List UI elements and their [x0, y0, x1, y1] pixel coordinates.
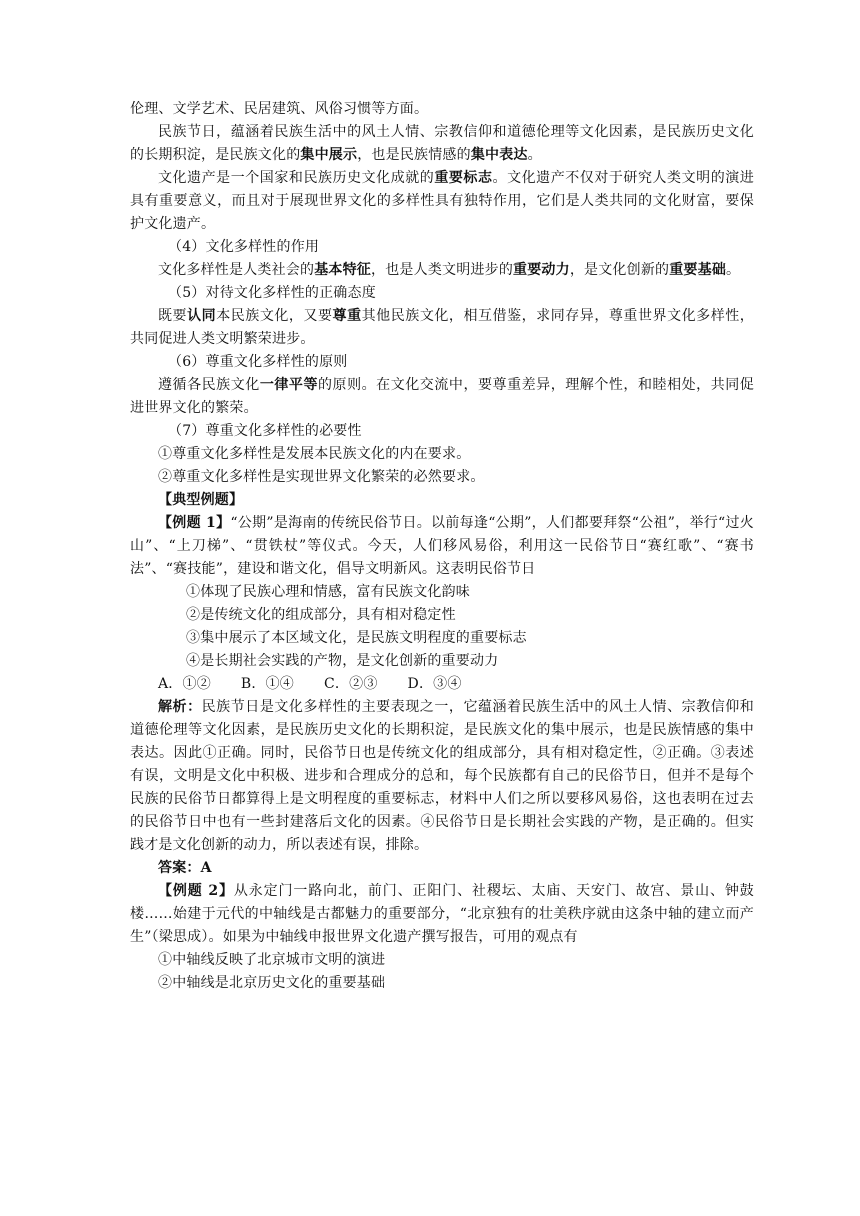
example-1-item: ②是传统文化的组成部分，具有相对稳定性 — [186, 607, 456, 623]
bold-term: 基本特征 — [314, 262, 372, 278]
example-1-item: ④是长期社会实践的产物，是文化创新的重要动力 — [186, 653, 499, 669]
option-c: C．②③ — [324, 676, 378, 692]
example-1-stem — [130, 512, 754, 581]
bold-heading: 【典型例题】 — [158, 492, 244, 508]
section-heading-7: （7）尊重文化多样性的必要性 — [168, 423, 362, 439]
example-1-analysis — [130, 696, 754, 857]
bold-term: 集中表达 — [470, 147, 528, 163]
text-run: ，是文化创新的 — [569, 262, 670, 278]
example-2-stem — [130, 880, 754, 949]
text-run: 。文化遗产不仅对于研究人类文明的演进具有重要意义，而且对于展现世界文化的多样性具有独特作用，它们是人类共同的文化财富，要保护文化遗产。 — [130, 170, 754, 232]
text-run: 。 — [726, 262, 741, 278]
paragraph-role — [130, 259, 754, 282]
bold-term: 认同 — [187, 308, 217, 324]
section-heading-6: （6）尊重文化多样性的原则 — [168, 354, 348, 370]
example-1-options — [130, 673, 754, 696]
example-2-item: ②中轴线是北京历史文化的重要基础 — [158, 975, 386, 991]
option-a: A．①② — [158, 676, 211, 692]
example-1-item: ③集中展示了本区域文化，是民族文明程度的重要标志 — [186, 630, 527, 646]
text-run: 。 — [527, 147, 542, 163]
examples-heading — [130, 489, 754, 512]
bold-term: 重要动力 — [513, 262, 570, 278]
example-label: 【例题 2】 — [158, 883, 234, 899]
bold-term: 重要基础 — [669, 262, 727, 278]
text-run: 文化多样性是人类社会的 — [158, 262, 315, 278]
analysis-label: 解析： — [158, 699, 202, 715]
text-run: 民族节日是文化多样性的主要表现之一，它蕴涵着民族生活中的风土人情、宗教信仰和道德伦理等文化因素，是民族历史文化的长期积淀，是民族文化的集中展示，也是民族情感的集中表达。因此①正确。同时，民俗节日也是传统文化的组成部分，具有相对稳定性，②正确。③表述有误，文明是文化中积极、进步和合理成分的总和，每个民族都有自己的民俗节日，但并不是每个民族的民俗节日都算得上是文明程度的重要标志，材料中人们之所以要移风易俗，这也表明在过去的民俗节日中也有一些封建落后文化的因素。④民俗节日是长期社会实践的产物，是正确的。但实践才是文化创新的动力，所以表述有误，排除。 — [130, 699, 754, 853]
paragraph-festival — [130, 121, 754, 167]
example-label: 【例题 1】 — [158, 515, 231, 531]
text-run: 遵循各民族文化 — [158, 377, 260, 393]
bold-term: 集中展示 — [300, 147, 358, 163]
necessity-item-1: ①尊重文化多样性是发展本民族文化的内在要求。 — [158, 446, 471, 462]
text-run: 从永定门一路向北，前门、正阳门、社稷坛、太庙、天安门、故宫、景山、钟鼓楼……始建于元代的中轴线是古都魅力的重要部分，“北京独有的壮美秩序就由这条中轴的建立而产生”（梁思成）。如果为中轴线申报世界文化遗产撰写报告，可用的观点有 — [130, 883, 755, 945]
bold-term: 一律平等 — [259, 377, 318, 393]
bold-term: 尊重 — [332, 308, 362, 324]
text-run: 文化遗产是一个国家和民族历史文化成就的 — [158, 170, 435, 186]
example-2-item: ①中轴线反映了北京城市文明的演进 — [158, 952, 386, 968]
text-run: 其他民族文化，相互借鉴，求同存异，尊重世界文化多样性，共同促进人类文明繁荣进步。 — [130, 308, 754, 347]
section-heading-4: （4）文化多样性的作用 — [168, 239, 320, 255]
text-run: 本民族文化，又要 — [216, 308, 333, 324]
paragraph-attitude — [130, 305, 754, 351]
example-1-answer — [130, 857, 754, 880]
text-run: 民族节日，蕴涵着民族生活中的风土人情、宗教信仰和道德伦理等文化因素，是民族历史文化的长期积淀，是民族文化的 — [130, 124, 754, 163]
necessity-item-2: ②尊重文化多样性是实现世界文化繁荣的必然要求。 — [158, 469, 485, 485]
bold-term: 重要标志 — [434, 170, 493, 186]
text-run: 既要 — [158, 308, 188, 324]
text-run: ，也是人类文明进步的 — [371, 262, 514, 278]
text-run: ，也是民族情感的 — [357, 147, 471, 163]
paragraph-heritage — [130, 167, 754, 236]
option-d: D．③④ — [407, 676, 462, 692]
paragraph-continuation: 伦理、文学艺术、民居建筑、风俗习惯等方面。 — [130, 101, 429, 117]
answer-label: 答案：A — [158, 860, 212, 876]
text-run: “公期”是海南的传统民俗节日。以前每逢“公期”，人们都要拜祭“公祖”，举行“过火山”、“上刀梯”、“贯铁杖”等仪式。今天，人们移风易俗，利用这一民俗节日“赛红歌”、“赛书法”、“赛技能”，建设和谐文化，倡导文明新风。这表明民俗节日 — [130, 515, 754, 577]
section-heading-5: （5）对待文化多样性的正确态度 — [168, 285, 376, 301]
text-run: 的原则。在文化交流中，要尊重差异，理解个性，和睦相处，共同促进世界文化的繁荣。 — [130, 377, 754, 416]
option-b: B．①④ — [240, 676, 295, 692]
example-1-item: ①体现了民族心理和情感，富有民族文化韵味 — [186, 584, 470, 600]
paragraph-principle — [130, 374, 754, 420]
